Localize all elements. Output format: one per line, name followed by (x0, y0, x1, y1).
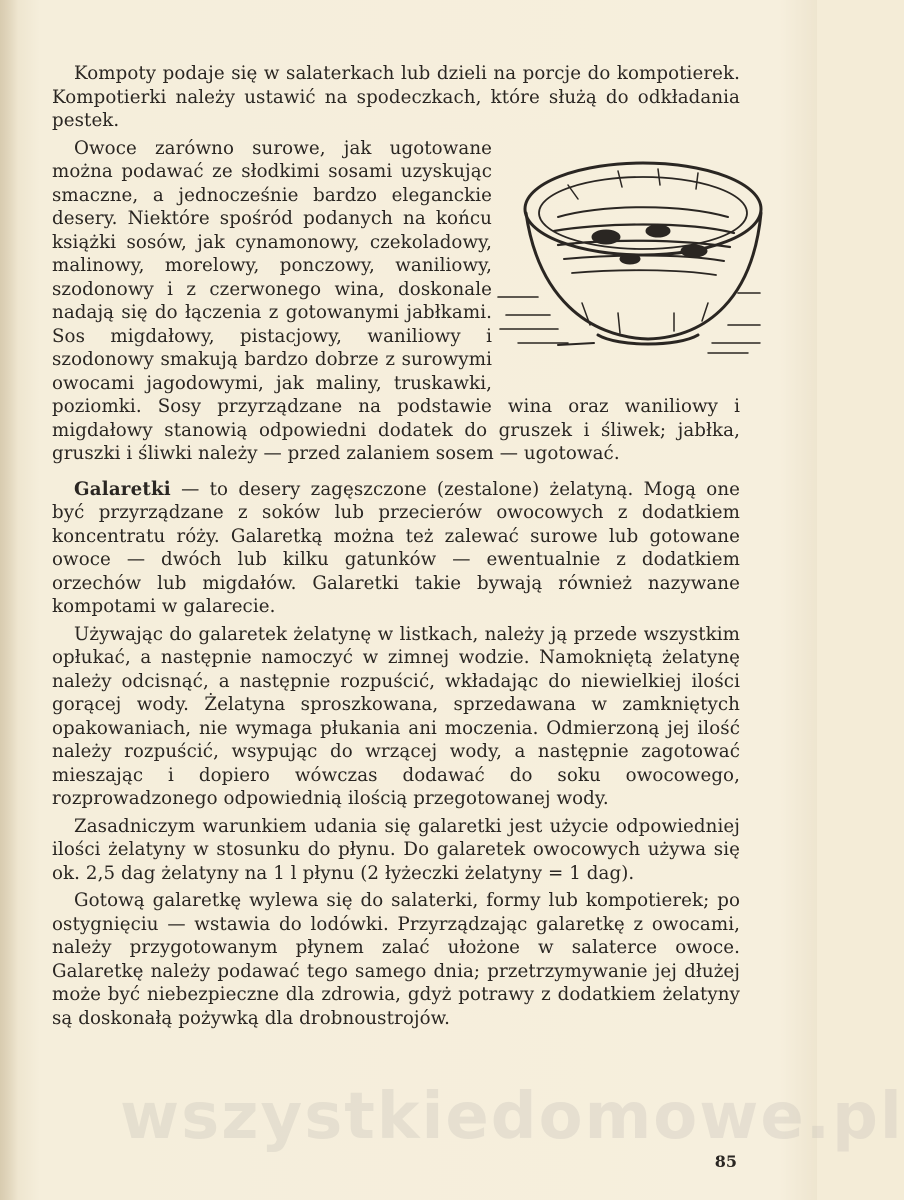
paragraph-galaretki (52, 478, 740, 619)
paragraph-serving-jelly: Gotową galaretkę wylewa się do salaterki, formy lub kompotierek; po ostygnięciu — wstawia do lodówki. Przyrządzając galaretkę z owocami, należy przygotowanym płynem zalać ułożone w salaterce owoce. Galaretkę należy podawać tego samego dnia; przetrzymywanie jej dłużej może być niebezpieczne dla zdrowia, gdyż potrawy z dodatkiem żelatyny są doskonałą pożywką dla drobnoustrojów. (52, 890, 740, 1029)
page-edge-shadow (0, 0, 18, 1200)
page-text (52, 62, 740, 1030)
paragraph-gelatin-ratio: Zasadniczym warunkiem udania się galaretki jest użycie odpowiedniej ilości żelatyny w stosunku do płynu. Do galaretek owocowych używa się ok. 2,5 dag żelatyny na 1 l płynu (2 łyżeczki żelatyny = 1 dag). (52, 815, 740, 884)
fruit-bowl-illustration (498, 147, 760, 383)
paragraph-sauces: Owoce zarówno surowe, jak ugotowane można podawać ze słodkimi sosami uzyskując smaczne, a jednocześnie bardzo eleganckie desery. Niektóre spośród podanych na końcu książki sosów, jak cynamonowy, czekoladowy, malinowy, morelowy, ponczowy, waniliowy, szodonowy i z czerwonego wina, doskonale nadają się do łączenia z gotowanymi jabłkami. Sos migdałowy, pistacjowy, waniliowy i szodonowy smakują bardzo dobrze z surowymi owocami jagodowymi, jak maliny, truskawki, poziomki. Sosy przyrządzane na podstawie wina oraz waniliowy i migdałowy stanowią odpowiedni dodatek do gruszek i śliwek; jabłka, gruszki i śliwki należy — przed zalaniem sosem — ugotować. (52, 137, 740, 464)
paragraph-gelatin-prep: Używając do galaretek żelatynę w listkach, należy ją przede wszystkim opłukać, a następnie namoczyć w zimnej wodzie. Namokniętą żelatynę należy odcisnąć, a następnie rozpuścić, wkładając do niewielkiej ilości gorącej wody. Żelatyna sproszkowana, sprzedawana w zamkniętych opakowaniach, nie wymaga płukania ani moczenia. Odmierzoną jej ilość należy rozpuścić, wsypując do wrzącej wody, a następnie zagotować mieszając i dopiero wówczas dodawać do soku owocowego, rozprowadzonego odpowiednią ilością przegotowanej wody. (52, 623, 740, 809)
section-heading: Galaretki (74, 478, 171, 500)
paragraph-serving: Kompoty podaje się w salaterkach lub dzieli na porcje do kompotierek. Kompotierki należy ustawić na spodeczkach, które służą do odkładania pestek. (52, 63, 740, 131)
watermark: wszystkiedomowe.pl (120, 1080, 904, 1154)
paragraph-galaretki-text: — to desery zagęszczone (zestalone) żelatyną. Mogą one być przyrządzane z soków lub przecierów owocowych z dodatkiem koncentratu róży. Galaretką można też zalewać surowe lub gotowane owoce — dwóch lub kilku gatunków — ewentualnie z dodatkiem orzechów lub migdałów. Galaretki takie bywają również nazywane kompotami w galarecie. (52, 478, 740, 617)
page-number: 85 (714, 1152, 737, 1171)
